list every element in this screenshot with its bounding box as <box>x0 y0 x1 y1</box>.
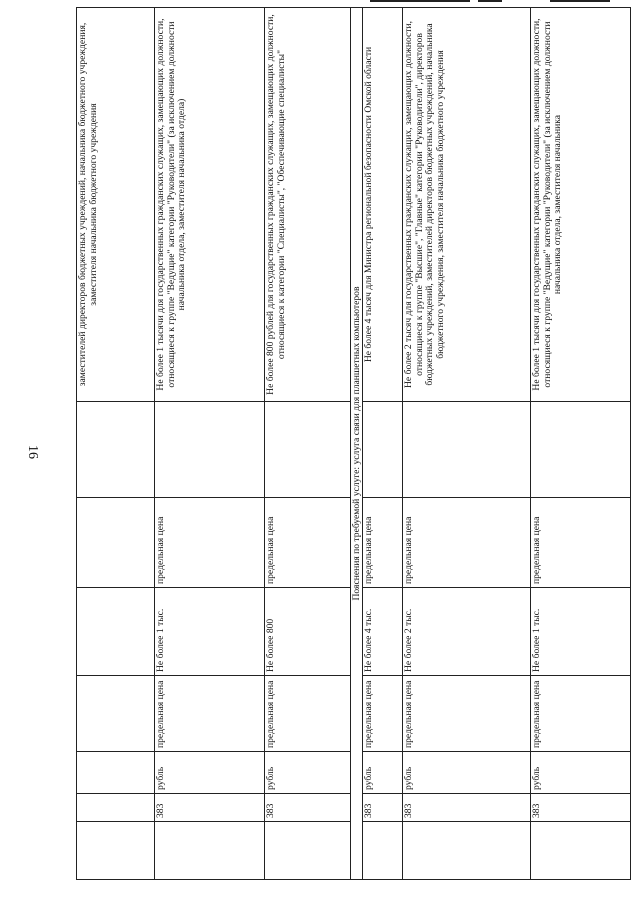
cell-empty <box>155 822 265 880</box>
cell-empty <box>531 822 631 880</box>
cell-value: Не более 2 тыс. <box>403 588 531 676</box>
cell-characteristic: предельная цена <box>531 676 631 752</box>
cell-characteristic: предельная цена <box>403 498 531 588</box>
cell-code: 383 <box>363 794 403 822</box>
cell-characteristic: предельная цена <box>265 498 351 588</box>
cell-characteristic <box>77 498 155 588</box>
cell-value-detail: Не более 2 тысяч для государственных гражданских служащих, замещающих должности, относящиеся к группе "Высшие", "Главные" категории "Руководители", директоров бюджетных учреждений, заместителей директоров бюджетных учреждений, начальника бюджетного учреждения, заместителя начальника бюджетного учреждения <box>403 8 531 402</box>
page-number: 16 <box>25 445 40 459</box>
cell-characteristic: предельная цена <box>531 498 631 588</box>
cell-value: Не более 800 <box>265 588 351 676</box>
section-header-row <box>351 8 363 880</box>
table-row <box>531 8 631 880</box>
cell-characteristic: предельная цена <box>363 676 403 752</box>
scan-mark <box>478 0 502 2</box>
cell-value: Не более 1 тыс. <box>531 588 631 676</box>
cell-characteristic: предельная цена <box>403 676 531 752</box>
rotated-sheet <box>76 8 631 880</box>
cell-characteristic: предельная цена <box>363 498 403 588</box>
cell-empty <box>77 402 155 498</box>
table-row <box>77 8 155 880</box>
cell-empty <box>265 402 351 498</box>
cell-value <box>77 588 155 676</box>
table-row <box>265 8 351 880</box>
cell-value: Не более 1 тыс. <box>155 588 265 676</box>
cell-empty <box>265 822 351 880</box>
cell-unit <box>77 752 155 794</box>
cell-empty <box>363 822 403 880</box>
cell-empty <box>403 402 531 498</box>
cell-empty <box>531 402 631 498</box>
cell-empty <box>155 402 265 498</box>
cell-characteristic: предельная цена <box>265 676 351 752</box>
cell-value-detail: Не более 4 тысяч для Министра региональной безопасности Омской области <box>363 8 403 402</box>
cell-unit: рубль <box>531 752 631 794</box>
cell-unit: рубль <box>265 752 351 794</box>
cell-empty <box>403 822 531 880</box>
cell-unit: рубль <box>155 752 265 794</box>
cell-empty <box>77 822 155 880</box>
cell-code: 383 <box>265 794 351 822</box>
cell-value: Не более 4 тыс. <box>363 588 403 676</box>
cell-characteristic: предельная цена <box>155 498 265 588</box>
scan-mark <box>370 0 470 2</box>
cell-unit: рубль <box>363 752 403 794</box>
cell-value-detail: Не более 800 рублей для государственных гражданских служащих, замещающих должности, относящиеся к категории "Специалисты", "Обеспечивающие специалисты" <box>265 8 351 402</box>
table-row <box>155 8 265 880</box>
section-title: Пояснения по требуемой услуге: услуга связи для планшетных компьютеров <box>351 8 363 880</box>
cell-code: 383 <box>403 794 531 822</box>
cell-characteristic <box>77 676 155 752</box>
cell-unit: рубль <box>403 752 531 794</box>
table-row <box>363 8 403 880</box>
cell-value-detail: Не более 1 тысячи для государственных гражданских служащих, замещающих должности, относящиеся к группе "Ведущие" категории "Руководители" (за исключением должности начальника отдела, заместителя начальника отдела) <box>155 8 265 402</box>
cell-code <box>77 794 155 822</box>
cell-code: 383 <box>155 794 265 822</box>
cell-code: 383 <box>531 794 631 822</box>
table-row <box>403 8 531 880</box>
cell-empty <box>363 402 403 498</box>
cell-value-detail: Не более 1 тысячи для государственных гражданских служащих, замещающих должности, относящиеся к группе "Ведущие" категории "Руководители" (за исключением должности начальника отдела, заместителя начальника <box>531 8 631 402</box>
cell-value-detail: заместителей директоров бюджетных учреждений, начальника бюджетного учреждения, заместителя начальника бюджетного учреждения <box>77 8 155 402</box>
scan-mark <box>550 0 610 2</box>
cost-norms-table <box>76 7 631 880</box>
cell-characteristic: предельная цена <box>155 676 265 752</box>
